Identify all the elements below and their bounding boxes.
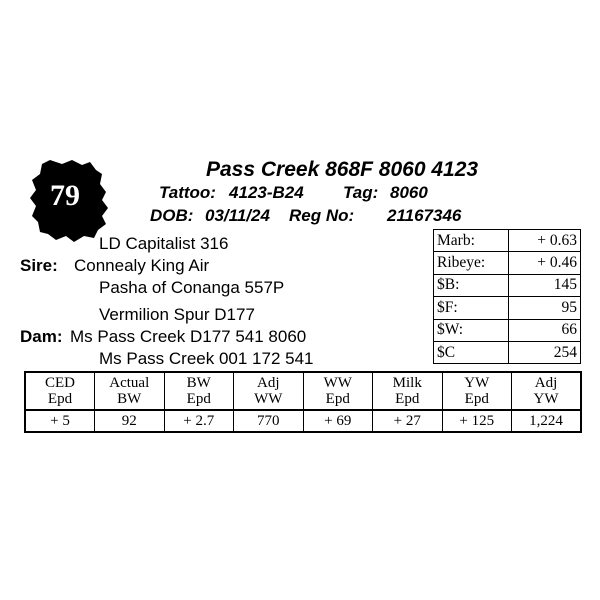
epd-table <box>24 371 582 433</box>
sire-label: Sire: <box>20 256 58 275</box>
reg-no-value: 21167346 <box>387 206 462 225</box>
epd-header <box>25 372 95 410</box>
reg-no-label: Reg No: <box>289 206 355 225</box>
table-label: Ribeye: <box>434 252 509 274</box>
animal-name: Pass Creek 868F 8060 4123 <box>206 158 479 181</box>
epd-header <box>442 372 512 410</box>
epd-header <box>164 372 234 410</box>
header-line-1: BW <box>186 375 211 391</box>
header-line-1: Milk <box>392 375 422 391</box>
dam-dam: Ms Pass Creek 001 172 541 <box>99 349 314 368</box>
table-value: 66 <box>509 319 581 341</box>
epd-header <box>373 372 443 410</box>
sire-dam: Pasha of Conanga 557P <box>99 278 285 297</box>
epd-value: + 27 <box>373 410 443 432</box>
table-row <box>434 274 581 296</box>
table-row <box>434 252 581 274</box>
tattoo-value: 4123-B24 <box>229 183 304 202</box>
table-row <box>434 230 581 252</box>
header-line-2: Epd <box>464 391 489 407</box>
table-value: 95 <box>509 297 581 319</box>
epd-value: 1,224 <box>512 410 582 432</box>
dam-label: Dam: <box>20 327 63 346</box>
epd-value: + 2.7 <box>164 410 234 432</box>
epd-header <box>234 372 304 410</box>
header-line-2: Epd <box>47 391 73 407</box>
table-label: $F: <box>434 297 509 319</box>
tag-value: 8060 <box>390 183 428 202</box>
lot-number-badge <box>28 158 112 242</box>
table-row <box>434 297 581 319</box>
epd-value: 92 <box>95 410 165 432</box>
table-row <box>434 341 581 363</box>
epd-header-row <box>25 372 581 410</box>
dam-sire: Vermilion Spur D177 <box>99 305 255 324</box>
sire-sire: LD Capitalist 316 <box>99 234 229 253</box>
epd-value: 770 <box>234 410 304 432</box>
header-line-2: Epd <box>186 391 211 407</box>
header-line-1: Adj <box>257 375 280 391</box>
header-line-1: YW <box>464 375 490 391</box>
dob-label: DOB: <box>150 206 194 225</box>
epd-value: + 125 <box>442 410 512 432</box>
header-line-2: BW <box>117 391 142 407</box>
dam-name: Ms Pass Creek D177 541 8060 <box>70 327 307 346</box>
table-value: 145 <box>509 274 581 296</box>
epd-value: + 5 <box>25 410 95 432</box>
header-line-1: WW <box>323 375 352 391</box>
table-label: Marb: <box>434 230 509 252</box>
table-label: $C <box>434 341 509 363</box>
header-line-2: WW <box>254 391 283 407</box>
table-row <box>434 319 581 341</box>
carcass-index-table <box>433 229 581 364</box>
header-line-2: YW <box>533 391 559 407</box>
dob-value: 03/11/24 <box>205 206 270 225</box>
epd-header <box>95 372 165 410</box>
lot-number: 79 <box>50 179 80 212</box>
epd-values-row <box>25 410 581 432</box>
header-line-1: CED <box>45 375 75 391</box>
tattoo-label: Tattoo: <box>159 183 216 202</box>
header-line-2: Epd <box>395 391 420 407</box>
table-label: $B: <box>434 274 509 296</box>
sire-name: Connealy King Air <box>74 256 210 275</box>
table-value: 254 <box>509 341 581 363</box>
header-line-1: Adj <box>534 375 558 391</box>
header-line-1: Actual <box>109 375 150 391</box>
table-value: + 0.46 <box>509 252 581 274</box>
tag-label: Tag: <box>343 183 379 202</box>
header-line-2: Epd <box>325 391 350 407</box>
epd-header <box>512 372 582 410</box>
table-label: $W: <box>434 319 509 341</box>
epd-value: + 69 <box>303 410 373 432</box>
epd-header <box>303 372 373 410</box>
table-value: + 0.63 <box>509 230 581 252</box>
